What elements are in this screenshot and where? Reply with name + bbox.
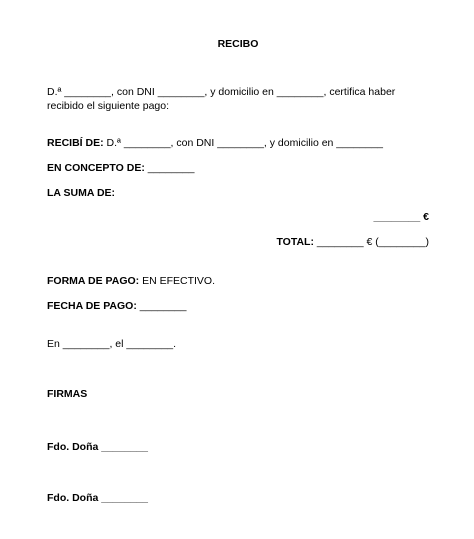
- total-text: ________ € (________): [313, 236, 429, 248]
- forma-pago-label: FORMA DE PAGO:: [47, 275, 140, 287]
- signature-line-1: Fdo. Doña ________: [47, 441, 148, 453]
- amount-line: ________ €: [373, 211, 429, 223]
- recibi-de-line: [47, 137, 429, 150]
- firmas-heading: FIRMAS: [47, 388, 88, 400]
- concepto-text: ________: [144, 162, 195, 174]
- concepto-label: EN CONCEPTO DE:: [47, 162, 145, 174]
- forma-pago-text: EN EFECTIVO.: [139, 275, 216, 287]
- fecha-pago-text: ________: [136, 300, 187, 312]
- total-line: [47, 236, 429, 249]
- concepto-line: [47, 162, 429, 175]
- intro-paragraph: D.ª ________, con DNI ________, y domicilio en ________, certifica haber recibido el siguiente pago:: [47, 86, 396, 112]
- fecha-pago-label: FECHA DE PAGO:: [47, 300, 137, 312]
- suma-label: LA SUMA DE:: [47, 187, 116, 199]
- document-title: RECIBO: [217, 38, 259, 50]
- recibi-de-text: D.ª ________, con DNI ________, y domicilio en ________: [103, 137, 384, 149]
- total-label: TOTAL:: [276, 236, 314, 248]
- place-date-line: En ________, el ________.: [47, 338, 177, 350]
- forma-pago-line: [47, 275, 429, 288]
- recibi-de-label: RECIBÍ DE:: [47, 137, 104, 149]
- signature-line-2: Fdo. Doña ________: [47, 492, 148, 504]
- suma-line: [47, 187, 429, 200]
- fecha-pago-line: [47, 300, 429, 313]
